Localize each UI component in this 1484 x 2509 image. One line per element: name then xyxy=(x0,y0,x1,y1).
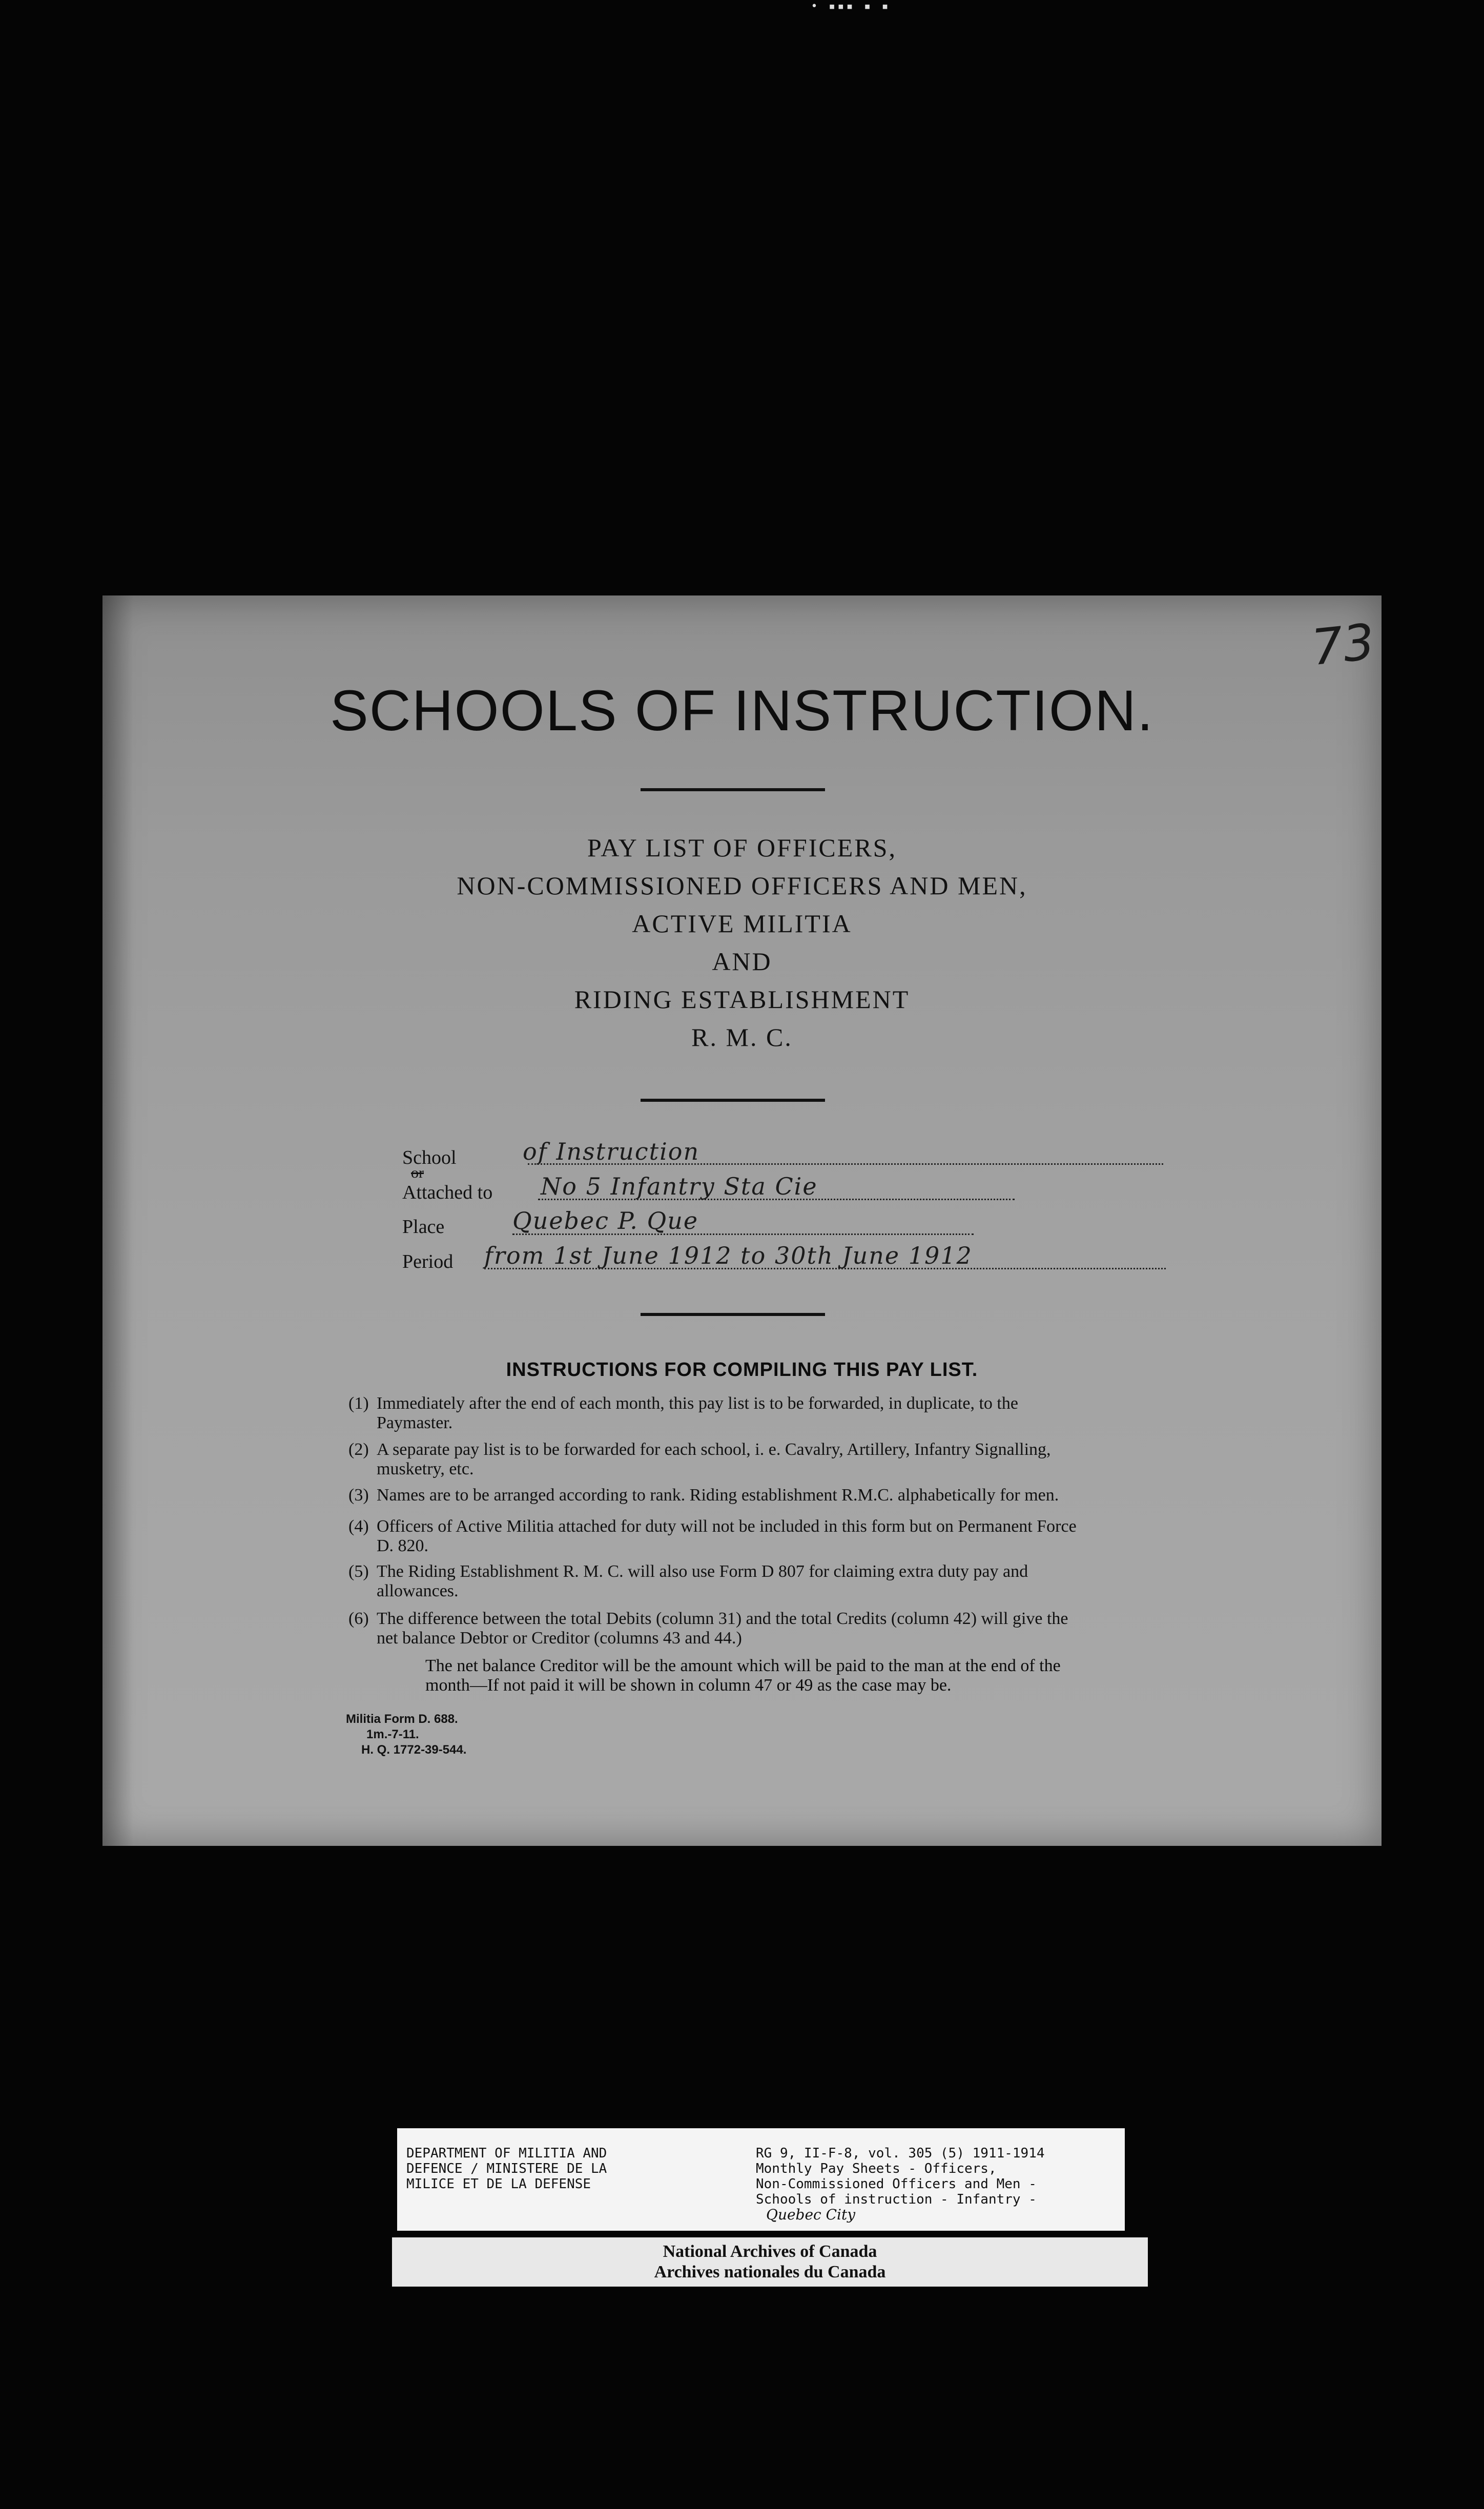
period-value: from 1st June 1912 to 30th June 1912 xyxy=(484,1242,973,1269)
folio-number: 73 xyxy=(1309,612,1377,677)
attached-label: Attached to xyxy=(402,1182,493,1203)
record-line: Monthly Pay Sheets - Officers, xyxy=(756,2161,997,2176)
period-line xyxy=(484,1268,1166,1269)
or-mark: or xyxy=(411,1164,424,1181)
form-ref-line: 1m.-7-11. xyxy=(366,1727,419,1741)
instruction-text: Immediately after the end of each month, this pay list is to be forwarded, in duplicate, to the xyxy=(377,1394,1018,1413)
subheading-line: R. M. C. xyxy=(691,1023,793,1052)
place-label: Place xyxy=(402,1216,445,1238)
divider-rule xyxy=(641,1313,825,1316)
instruction-item xyxy=(348,1394,1230,1433)
instruction-text-cont: allowances. xyxy=(377,1581,459,1600)
department-line: MILICE ET DE LA DEFENSE xyxy=(406,2176,591,2192)
form-reference xyxy=(346,1712,466,1758)
note-text: The net balance Creditor will be the amount which will be paid to the man at the end of the xyxy=(425,1656,1061,1675)
place-value: Quebec P. Que xyxy=(512,1207,699,1235)
instruction-text: The Riding Establishment R. M. C. will also use Form D 807 for claiming extra duty pay and xyxy=(377,1562,1028,1581)
attached-line xyxy=(538,1199,1015,1200)
nac-french: Archives nationales du Canada xyxy=(654,2263,886,2281)
pay-list-cover xyxy=(102,595,1382,1846)
film-frame-marks: • ▪▪▪ ▪ ▪ xyxy=(811,0,891,13)
attached-value: No 5 Infantry Sta Cie xyxy=(541,1173,818,1200)
school-line xyxy=(528,1163,1163,1165)
archive-reference-label xyxy=(397,2128,1125,2231)
instruction-text-cont: D. 820. xyxy=(377,1536,429,1555)
subheading-line: NON-COMMISSIONED OFFICERS AND MEN, xyxy=(457,871,1027,900)
instruction-text: Officers of Active Militia attached for duty will not be included in this form but on Permanent Force xyxy=(377,1517,1077,1536)
national-archives-label xyxy=(392,2237,1148,2287)
instruction-text: The difference between the total Debits (column 31) and the total Credits (column 42) will give the xyxy=(377,1609,1068,1628)
subheading-line: PAY LIST OF OFFICERS, xyxy=(587,833,897,862)
record-line: Quebec City xyxy=(766,2206,856,2223)
department-line: DEPARTMENT OF MILITIA AND xyxy=(406,2146,607,2161)
instruction-text: A separate pay list is to be forwarded for each school, i. e. Cavalry, Artillery, Infantry Signalling, xyxy=(377,1440,1051,1459)
divider-rule xyxy=(641,788,825,791)
instruction-item xyxy=(348,1562,1230,1601)
subheading-line: ACTIVE MILITIA xyxy=(632,909,852,938)
record-line: Non-Commissioned Officers and Men - xyxy=(756,2176,1037,2192)
instruction-number: (1) xyxy=(348,1394,369,1413)
department-label xyxy=(406,2146,663,2192)
nac-english: National Archives of Canada xyxy=(663,2242,877,2261)
school-label: School xyxy=(402,1147,457,1168)
record-group-label xyxy=(756,2146,1115,2223)
instruction-item xyxy=(348,1609,1230,1648)
note-text-cont: month—If not paid it will be shown in column 47 or 49 as the case may be. xyxy=(425,1676,952,1695)
record-line: Schools of instruction - Infantry - xyxy=(756,2192,1037,2207)
subheading-line: RIDING ESTABLISHMENT xyxy=(574,985,910,1014)
subheading-line: AND xyxy=(712,947,772,976)
page-title: SCHOOLS OF INSTRUCTION. xyxy=(330,678,1154,743)
record-line: RG 9, II-F-8, vol. 305 (5) 1911-1914 xyxy=(756,2146,1045,2161)
form-ref-line: Militia Form D. 688. xyxy=(346,1712,458,1726)
instruction-number: (4) xyxy=(348,1517,369,1536)
instructions-heading: INSTRUCTIONS FOR COMPILING THIS PAY LIST. xyxy=(506,1359,978,1381)
net-balance-note xyxy=(425,1656,1230,1695)
place-line xyxy=(512,1233,974,1235)
instruction-text: Names are to be arranged according to rank. Riding establishment R.M.C. alphabetically for men. xyxy=(377,1486,1059,1505)
instruction-text-cont: net balance Debtor or Creditor (columns 43 and 44.) xyxy=(377,1629,742,1648)
instruction-number: (5) xyxy=(348,1562,369,1581)
period-label: Period xyxy=(402,1251,454,1272)
instruction-text-cont: Paymaster. xyxy=(377,1413,453,1432)
department-line: DEFENCE / MINISTERE DE LA xyxy=(406,2161,607,2176)
instruction-item xyxy=(348,1486,1230,1505)
school-value: of Instruction xyxy=(523,1138,700,1165)
instruction-item xyxy=(348,1517,1230,1556)
instruction-item xyxy=(348,1440,1230,1479)
instruction-number: (2) xyxy=(348,1440,369,1459)
divider-rule xyxy=(641,1099,825,1102)
instruction-number: (3) xyxy=(348,1486,369,1505)
form-ref-line: H. Q. 1772-39-544. xyxy=(361,1743,467,1757)
instruction-text-cont: musketry, etc. xyxy=(377,1459,474,1478)
instruction-number: (6) xyxy=(348,1609,369,1628)
